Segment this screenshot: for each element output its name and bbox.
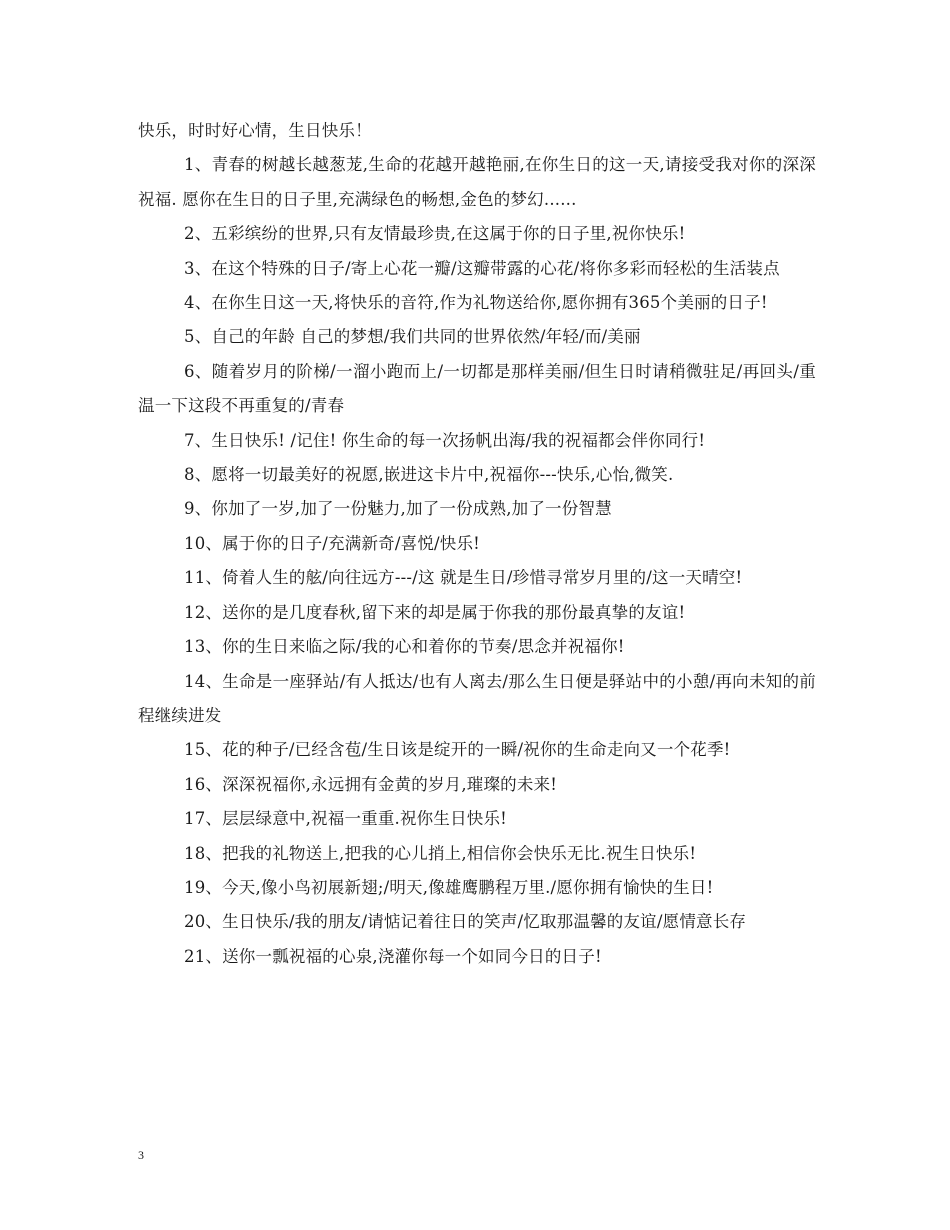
list-item: 16、深深祝福你,永远拥有金黄的岁月,璀璨的未来! [184,774,558,794]
list-item: 14、生命是一座驿站/有人抵达/也有人离去/那么生日便是驿站中的小憩/再向未知的前 程继续进发 [138,671,816,725]
list-item: 1、青春的树越长越葱茏,生命的花越开越艳丽,在你生日的这一天,请接受我对你的深深祝福. 愿你在生日的日子里,充满绿色的畅想,金色的梦幻...... [138,155,816,209]
list-item: 5、自己的年龄 自己的梦想/我们共同的世界依然/年轻/而/美丽 [184,327,641,347]
list-item: 2、五彩缤纷的世界,只有友情最珍贵,在这属于你的日子里,祝你快乐! [184,224,686,244]
list-item: 4、在你生日这一天,将快乐的音符,作为礼物送给你,愿你拥有365个美丽的日子! [184,293,768,313]
list-item: 7、生日快乐! /记住! 你生命的每一次扬帆出海/我的祝福都会伴你同行! [184,430,706,450]
list-item: 8、愿将一切最美好的祝愿,嵌进这卡片中,祝福你---快乐,心怡,微笑. [184,465,674,485]
list-item: 13、你的生日来临之际/我的心和着你的节奏/思念并祝福你! [184,637,625,657]
list-item: 12、送你的是几度春秋,留下来的却是属于你我的那份最真挚的友谊! [184,602,686,622]
list-item: 19、今天,像小鸟初展新翅;/明天,像雄鹰鹏程万里./愿你拥有愉快的生日! [184,877,714,897]
list-item: 11、倚着人生的舷/向往远方---/这 就是生日/珍惜寻常岁月里的/这一天晴空! [184,568,743,588]
page-number: 3 [138,1148,144,1162]
list-item: 6、随着岁月的阶梯/一溜小跑而上/一切都是那样美丽/但生日时请稍微驻足/再回头/重温一下这段不再重复的/青春 [138,361,816,416]
list-item: 20、生日快乐/我的朋友/请惦记着往日的笑声/忆取那温馨的友谊/愿情意长存 [184,912,747,932]
list-item: 10、属于你的日子/充满新奇/喜悦/快乐! [184,533,481,553]
list-item: 15、花的种子/已经含苞/生日该是绽开的一瞬/祝你的生命走向又一个花季! [184,740,731,760]
lead-paragraph: 快乐，时时好心情，生日快乐！ [138,121,372,140]
document-body [138,114,816,974]
list-item: 21、送你一瓢祝福的心泉,浇灌你每一个如同今日的日子! [184,946,602,966]
list-item: 9、你加了一岁,加了一份魅力,加了一份成熟,加了一份智慧 [184,499,612,519]
list-item: 3、在这个特殊的日子/寄上心花一瓣/这瓣带露的心花/将你多彩而轻松的生活装点 [184,258,780,278]
list-item: 17、层层绿意中,祝福一重重.祝你生日快乐! [184,809,508,829]
list-item: 18、把我的礼物送上,把我的心儿捎上,相信你会快乐无比.祝生日快乐! [184,843,697,863]
